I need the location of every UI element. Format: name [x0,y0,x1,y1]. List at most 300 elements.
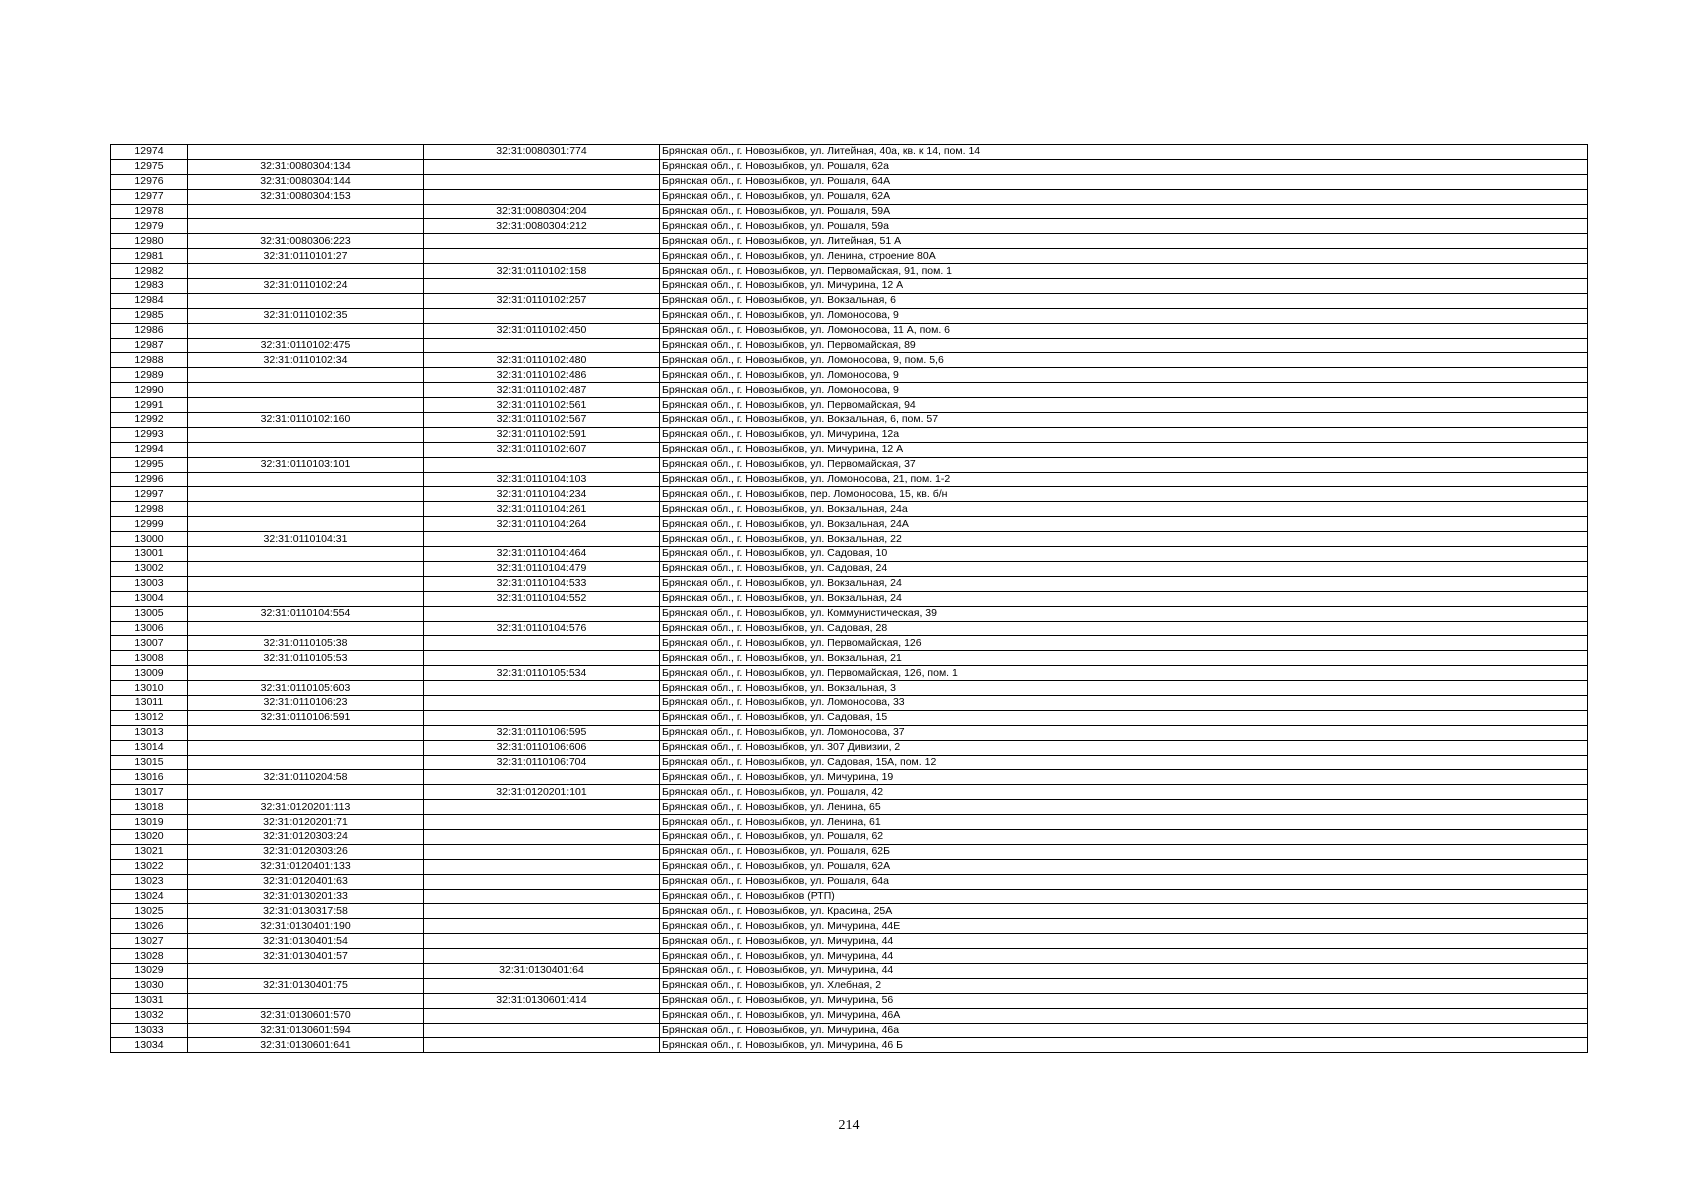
cadastral-number-cell [188,561,424,576]
cadastral-number-premises-cell: 32:31:0110102:480 [424,353,660,368]
row-number-cell: 12993 [111,427,188,442]
table-row [111,472,1588,487]
address-cell: Брянская обл., г. Новозыбков, ул. Первомайская, 37 [660,457,1588,472]
table-row [111,264,1588,279]
cadastral-number-premises-cell [424,279,660,294]
address-cell: Брянская обл., г. Новозыбков, ул. Мичурина, 44 [660,934,1588,949]
row-number-cell: 13010 [111,681,188,696]
cadastral-number-premises-cell: 32:31:0120201:101 [424,785,660,800]
cadastral-number-premises-cell: 32:31:0110102:561 [424,398,660,413]
cadastral-number-premises-cell: 32:31:0110102:607 [424,442,660,457]
cadastral-number-cell: 32:31:0080304:134 [188,159,424,174]
cadastral-number-premises-cell [424,889,660,904]
row-number-cell: 13019 [111,815,188,830]
cadastral-number-premises-cell [424,189,660,204]
row-number-cell: 12977 [111,189,188,204]
row-number-cell: 13008 [111,651,188,666]
address-cell: Брянская обл., г. Новозыбков, ул. Ломоносова, 21, пом. 1-2 [660,472,1588,487]
address-cell: Брянская обл., г. Новозыбков (РТП) [660,889,1588,904]
address-cell: Брянская обл., г. Новозыбков, ул. Вокзальная, 6 [660,293,1588,308]
table-row [111,234,1588,249]
cadastral-number-premises-cell [424,770,660,785]
address-cell: Брянская обл., г. Новозыбков, ул. Рошаля, 59а [660,219,1588,234]
row-number-cell: 12976 [111,174,188,189]
table-row [111,398,1588,413]
row-number-cell: 12982 [111,264,188,279]
cadastral-number-cell [188,204,424,219]
address-cell: Брянская обл., г. Новозыбков, ул. Ломоносова, 11 А, пом. 6 [660,323,1588,338]
table-row [111,681,1588,696]
table-row [111,383,1588,398]
table-row [111,368,1588,383]
table-row [111,963,1588,978]
cadastral-number-premises-cell: 32:31:0110104:261 [424,502,660,517]
table-row [111,561,1588,576]
table-row [111,308,1588,323]
address-cell: Брянская обл., г. Новозыбков, ул. Ломоносова, 9, пом. 5,6 [660,353,1588,368]
cadastral-number-cell: 32:31:0110204:58 [188,770,424,785]
cadastral-number-premises-cell [424,949,660,964]
cadastral-number-cell: 32:31:0130317:58 [188,904,424,919]
address-cell: Брянская обл., г. Новозыбков, ул. Вокзальная, 21 [660,651,1588,666]
row-number-cell: 13006 [111,621,188,636]
address-cell: Брянская обл., г. Новозыбков, ул. Литейная, 51 А [660,234,1588,249]
table-row [111,889,1588,904]
table-row [111,770,1588,785]
cadastral-number-cell [188,472,424,487]
page-number: 214 [838,1118,860,1133]
address-cell: Брянская обл., г. Новозыбков, ул. Ломоносова, 9 [660,308,1588,323]
address-cell: Брянская обл., г. Новозыбков, ул. Ломоносова, 9 [660,368,1588,383]
table-row [111,919,1588,934]
cadastral-number-cell [188,517,424,532]
cadastral-number-cell [188,993,424,1008]
cadastral-number-premises-cell [424,1008,660,1023]
address-cell: Брянская обл., г. Новозыбков, ул. Ленина, 65 [660,800,1588,815]
address-cell: Брянская обл., г. Новозыбков, ул. Рошаля, 64А [660,174,1588,189]
address-cell: Брянская обл., г. Новозыбков, ул. Садовая, 24 [660,561,1588,576]
table-row [111,293,1588,308]
cadastral-number-premises-cell [424,532,660,547]
cadastral-number-cell [188,442,424,457]
row-number-cell: 13002 [111,561,188,576]
row-number-cell: 13032 [111,1008,188,1023]
row-number-cell: 12999 [111,517,188,532]
table-row [111,517,1588,532]
address-cell: Брянская обл., г. Новозыбков, ул. Вокзальная, 24а [660,502,1588,517]
row-number-cell: 12989 [111,368,188,383]
row-number-cell: 13009 [111,666,188,681]
table-row [111,874,1588,889]
cadastral-number-premises-cell: 32:31:0080301:774 [424,145,660,160]
cadastral-number-premises-cell [424,338,660,353]
cadastral-number-cell [188,785,424,800]
address-cell: Брянская обл., г. Новозыбков, ул. Вокзальная, 24 [660,591,1588,606]
cadastral-number-premises-cell: 32:31:0110104:464 [424,547,660,562]
cadastral-number-cell: 32:31:0120303:24 [188,829,424,844]
address-cell: Брянская обл., г. Новозыбков, ул. Ленина, 61 [660,815,1588,830]
cadastral-number-cell [188,502,424,517]
cadastral-number-premises-cell: 32:31:0110104:552 [424,591,660,606]
row-number-cell: 13011 [111,695,188,710]
cadastral-number-cell: 32:31:0080306:223 [188,234,424,249]
cadastral-number-premises-cell: 32:31:0110104:533 [424,576,660,591]
row-number-cell: 13017 [111,785,188,800]
table-row [111,695,1588,710]
address-cell: Брянская обл., г. Новозыбков, ул. Мичурина, 46 Б [660,1038,1588,1053]
table-row [111,532,1588,547]
row-number-cell: 13024 [111,889,188,904]
table-row [111,279,1588,294]
row-number-cell: 13004 [111,591,188,606]
address-cell: Брянская обл., г. Новозыбков, пер. Ломоносова, 15, кв. б/н [660,487,1588,502]
row-number-cell: 13033 [111,1023,188,1038]
address-cell: Брянская обл., г. Новозыбков, ул. Рошаля, 42 [660,785,1588,800]
cadastral-number-cell: 32:31:0130601:641 [188,1038,424,1053]
table-row [111,413,1588,428]
row-number-cell: 12978 [111,204,188,219]
cadastral-number-premises-cell: 32:31:0110104:576 [424,621,660,636]
row-number-cell: 12992 [111,413,188,428]
cadastral-number-premises-cell [424,978,660,993]
cadastral-number-cell: 32:31:0120401:133 [188,859,424,874]
cadastral-number-cell [188,621,424,636]
row-number-cell: 12979 [111,219,188,234]
row-number-cell: 13001 [111,547,188,562]
table-row [111,993,1588,1008]
cadastral-number-cell [188,576,424,591]
cadastral-number-cell: 32:31:0110101:27 [188,249,424,264]
table-row [111,576,1588,591]
cadastral-number-premises-cell: 32:31:0110106:606 [424,740,660,755]
table-row [111,934,1588,949]
table-row [111,829,1588,844]
row-number-cell: 13031 [111,993,188,1008]
cadastral-number-premises-cell [424,636,660,651]
address-cell: Брянская обл., г. Новозыбков, ул. Садовая, 10 [660,547,1588,562]
address-cell: Брянская обл., г. Новозыбков, ул. Вокзальная, 6, пом. 57 [660,413,1588,428]
table-row [111,189,1588,204]
table-row [111,174,1588,189]
address-cell: Брянская обл., г. Новозыбков, ул. Мичурина, 12 А [660,279,1588,294]
row-number-cell: 13026 [111,919,188,934]
cadastral-number-premises-cell [424,919,660,934]
cadastral-number-premises-cell: 32:31:0110102:486 [424,368,660,383]
table-row [111,1008,1588,1023]
address-cell: Брянская обл., г. Новозыбков, ул. Хлебная, 2 [660,978,1588,993]
row-number-cell: 13030 [111,978,188,993]
table-body [111,145,1588,1053]
cadastral-number-premises-cell: 32:31:0130401:64 [424,963,660,978]
cadastral-number-premises-cell [424,934,660,949]
table-row [111,145,1588,160]
cadastral-number-premises-cell [424,174,660,189]
address-cell: Брянская обл., г. Новозыбков, ул. Мичурина, 56 [660,993,1588,1008]
table-row [111,949,1588,964]
row-number-cell: 12984 [111,293,188,308]
address-cell: Брянская обл., г. Новозыбков, ул. Первомайская, 126, пом. 1 [660,666,1588,681]
row-number-cell: 13016 [111,770,188,785]
table-row [111,353,1588,368]
row-number-cell: 13018 [111,800,188,815]
address-cell: Брянская обл., г. Новозыбков, ул. Первомайская, 91, пом. 1 [660,264,1588,279]
address-cell: Брянская обл., г. Новозыбков, ул. Мичурина, 44 [660,949,1588,964]
cadastral-number-cell: 32:31:0120201:113 [188,800,424,815]
cadastral-number-premises-cell [424,815,660,830]
cadastral-number-cell: 32:31:0130401:190 [188,919,424,934]
cadastral-number-cell: 32:31:0120303:26 [188,844,424,859]
cadastral-number-premises-cell [424,1023,660,1038]
row-number-cell: 13021 [111,844,188,859]
row-number-cell: 13034 [111,1038,188,1053]
table-row [111,442,1588,457]
address-cell: Брянская обл., г. Новозыбков, ул. Ломоносова, 33 [660,695,1588,710]
address-cell: Брянская обл., г. Новозыбков, ул. Мичурина, 46А [660,1008,1588,1023]
cadastral-number-premises-cell [424,457,660,472]
cadastral-number-premises-cell: 32:31:0110102:567 [424,413,660,428]
row-number-cell: 12997 [111,487,188,502]
table-row [111,219,1588,234]
cadastral-number-cell [188,145,424,160]
cadastral-number-premises-cell: 32:31:0110106:595 [424,725,660,740]
cadastral-number-premises-cell [424,234,660,249]
cadastral-number-cell: 32:31:0130201:33 [188,889,424,904]
row-number-cell: 12988 [111,353,188,368]
address-cell: Брянская обл., г. Новозыбков, ул. Первомайская, 89 [660,338,1588,353]
table-row [111,591,1588,606]
table-row [111,621,1588,636]
cadastral-number-premises-cell [424,249,660,264]
cadastral-number-cell [188,293,424,308]
cadastral-number-cell: 32:31:0130401:57 [188,949,424,964]
cadastral-number-cell [188,264,424,279]
table-row [111,844,1588,859]
cadastral-number-premises-cell [424,1038,660,1053]
cadastral-number-cell [188,398,424,413]
table-row [111,1038,1588,1053]
address-cell: Брянская обл., г. Новозыбков, ул. Вокзальная, 24 [660,576,1588,591]
row-number-cell: 12975 [111,159,188,174]
row-number-cell: 12987 [111,338,188,353]
table-row [111,740,1588,755]
cadastral-number-cell: 32:31:0120201:71 [188,815,424,830]
row-number-cell: 13003 [111,576,188,591]
row-number-cell: 12986 [111,323,188,338]
cadastral-number-cell: 32:31:0110102:160 [188,413,424,428]
cadastral-number-premises-cell [424,800,660,815]
address-cell: Брянская обл., г. Новозыбков, ул. Садовая, 15А, пом. 12 [660,755,1588,770]
address-cell: Брянская обл., г. Новозыбков, ул. Ленина, строение 80А [660,249,1588,264]
table-row [111,725,1588,740]
row-number-cell: 13015 [111,755,188,770]
cadastral-number-cell: 32:31:0080304:153 [188,189,424,204]
cadastral-number-cell [188,666,424,681]
table-row [111,338,1588,353]
row-number-cell: 12995 [111,457,188,472]
row-number-cell: 13028 [111,949,188,964]
table-row [111,785,1588,800]
table-row [111,323,1588,338]
cadastral-number-cell: 32:31:0110105:38 [188,636,424,651]
row-number-cell: 12983 [111,279,188,294]
table-row [111,636,1588,651]
address-cell: Брянская обл., г. Новозыбков, ул. Мичурина, 44 [660,963,1588,978]
address-cell: Брянская обл., г. Новозыбков, ул. Вокзальная, 3 [660,681,1588,696]
row-number-cell: 13022 [111,859,188,874]
table-row [111,978,1588,993]
address-cell: Брянская обл., г. Новозыбков, ул. Мичурина, 44Е [660,919,1588,934]
cadastral-number-cell [188,383,424,398]
cadastral-number-premises-cell: 32:31:0110104:264 [424,517,660,532]
cadastral-number-cell: 32:31:0130401:54 [188,934,424,949]
cadastral-number-cell: 32:31:0110104:31 [188,532,424,547]
cadastral-number-cell [188,219,424,234]
row-number-cell: 13013 [111,725,188,740]
address-cell: Брянская обл., г. Новозыбков, ул. Ломоносова, 37 [660,725,1588,740]
address-cell: Брянская обл., г. Новозыбков, ул. 307 Дивизии, 2 [660,740,1588,755]
row-number-cell: 13027 [111,934,188,949]
row-number-cell: 13000 [111,532,188,547]
cadastral-number-premises-cell [424,829,660,844]
row-number-cell: 13012 [111,710,188,725]
row-number-cell: 13029 [111,963,188,978]
table-row [111,606,1588,621]
cadastral-number-premises-cell: 32:31:0110104:234 [424,487,660,502]
cadastral-number-cell: 32:31:0130601:594 [188,1023,424,1038]
table-row [111,1023,1588,1038]
cadastral-number-cell [188,323,424,338]
cadastral-number-cell: 32:31:0110103:101 [188,457,424,472]
table-row [111,204,1588,219]
cadastral-number-premises-cell: 32:31:0110102:257 [424,293,660,308]
cadastral-number-premises-cell [424,159,660,174]
row-number-cell: 12981 [111,249,188,264]
cadastral-number-cell: 32:31:0110105:603 [188,681,424,696]
cadastral-number-cell [188,963,424,978]
address-cell: Брянская обл., г. Новозыбков, ул. Рошаля, 62Б [660,844,1588,859]
cadastral-number-premises-cell: 32:31:0080304:204 [424,204,660,219]
row-number-cell: 12994 [111,442,188,457]
row-number-cell: 13025 [111,904,188,919]
address-cell: Брянская обл., г. Новозыбков, ул. Вокзальная, 24А [660,517,1588,532]
address-cell: Брянская обл., г. Новозыбков, ул. Рошаля, 62 [660,829,1588,844]
row-number-cell: 13005 [111,606,188,621]
row-number-cell: 12974 [111,145,188,160]
cadastral-number-cell: 32:31:0110102:475 [188,338,424,353]
table-row [111,666,1588,681]
table-row [111,710,1588,725]
property-register-table [110,144,1588,1053]
row-number-cell: 12990 [111,383,188,398]
address-cell: Брянская обл., г. Новозыбков, ул. Первомайская, 94 [660,398,1588,413]
table-row [111,159,1588,174]
table-row [111,815,1588,830]
address-cell: Брянская обл., г. Новозыбков, ул. Мичурина, 19 [660,770,1588,785]
cadastral-number-premises-cell: 32:31:0130601:414 [424,993,660,1008]
cadastral-number-cell [188,740,424,755]
cadastral-number-premises-cell [424,308,660,323]
cadastral-number-cell: 32:31:0120401:63 [188,874,424,889]
table-row [111,859,1588,874]
address-cell: Брянская обл., г. Новозыбков, ул. Ломоносова, 9 [660,383,1588,398]
cadastral-number-cell [188,591,424,606]
cadastral-number-premises-cell [424,681,660,696]
table-row [111,904,1588,919]
cadastral-number-premises-cell: 32:31:0080304:212 [424,219,660,234]
cadastral-number-cell [188,725,424,740]
cadastral-number-cell [188,547,424,562]
address-cell: Брянская обл., г. Новозыбков, ул. Мичурина, 12а [660,427,1588,442]
cadastral-number-cell [188,368,424,383]
table-row [111,651,1588,666]
cadastral-number-premises-cell [424,710,660,725]
row-number-cell: 12996 [111,472,188,487]
cadastral-number-cell: 32:31:0130601:570 [188,1008,424,1023]
cadastral-number-premises-cell [424,844,660,859]
cadastral-number-premises-cell [424,695,660,710]
cadastral-number-cell: 32:31:0110102:35 [188,308,424,323]
cadastral-number-premises-cell [424,859,660,874]
row-number-cell: 12998 [111,502,188,517]
table-row [111,547,1588,562]
address-cell: Брянская обл., г. Новозыбков, ул. Рошаля, 59А [660,204,1588,219]
address-cell: Брянская обл., г. Новозыбков, ул. Садовая, 28 [660,621,1588,636]
cadastral-number-premises-cell: 32:31:0110102:450 [424,323,660,338]
cadastral-number-cell: 32:31:0110102:34 [188,353,424,368]
cadastral-number-premises-cell [424,651,660,666]
row-number-cell: 13023 [111,874,188,889]
table-row [111,502,1588,517]
cadastral-number-premises-cell: 32:31:0110102:591 [424,427,660,442]
cadastral-number-premises-cell: 32:31:0110104:103 [424,472,660,487]
address-cell: Брянская обл., г. Новозыбков, ул. Рошаля, 62а [660,159,1588,174]
cadastral-number-cell: 32:31:0110104:554 [188,606,424,621]
cadastral-number-premises-cell: 32:31:0110105:534 [424,666,660,681]
row-number-cell: 13014 [111,740,188,755]
address-cell: Брянская обл., г. Новозыбков, ул. Первомайская, 126 [660,636,1588,651]
cadastral-number-cell: 32:31:0110105:53 [188,651,424,666]
cadastral-number-premises-cell [424,874,660,889]
address-cell: Брянская обл., г. Новозыбков, ул. Литейная, 40а, кв. к 14, пом. 14 [660,145,1588,160]
table-row [111,800,1588,815]
table-row [111,487,1588,502]
cadastral-number-cell: 32:31:0110106:591 [188,710,424,725]
address-cell: Брянская обл., г. Новозыбков, ул. Рошаля, 62А [660,859,1588,874]
address-cell: Брянская обл., г. Новозыбков, ул. Мичурина, 12 А [660,442,1588,457]
cadastral-number-cell: 32:31:0110106:23 [188,695,424,710]
cadastral-number-cell: 32:31:0080304:144 [188,174,424,189]
cadastral-number-cell [188,755,424,770]
table-row [111,755,1588,770]
address-cell: Брянская обл., г. Новозыбков, ул. Рошаля, 62А [660,189,1588,204]
cadastral-number-premises-cell: 32:31:0110104:479 [424,561,660,576]
cadastral-number-cell: 32:31:0130401:75 [188,978,424,993]
address-cell: Брянская обл., г. Новозыбков, ул. Мичурина, 46а [660,1023,1588,1038]
cadastral-number-cell [188,487,424,502]
address-cell: Брянская обл., г. Новозыбков, ул. Рошаля, 64а [660,874,1588,889]
address-cell: Брянская обл., г. Новозыбков, ул. Вокзальная, 22 [660,532,1588,547]
row-number-cell: 12991 [111,398,188,413]
address-cell: Брянская обл., г. Новозыбков, ул. Садовая, 15 [660,710,1588,725]
cadastral-number-cell [188,427,424,442]
table-row [111,249,1588,264]
cadastral-number-premises-cell [424,904,660,919]
cadastral-number-premises-cell [424,606,660,621]
cadastral-number-premises-cell: 32:31:0110102:158 [424,264,660,279]
cadastral-number-premises-cell: 32:31:0110102:487 [424,383,660,398]
table-row [111,427,1588,442]
cadastral-number-cell: 32:31:0110102:24 [188,279,424,294]
